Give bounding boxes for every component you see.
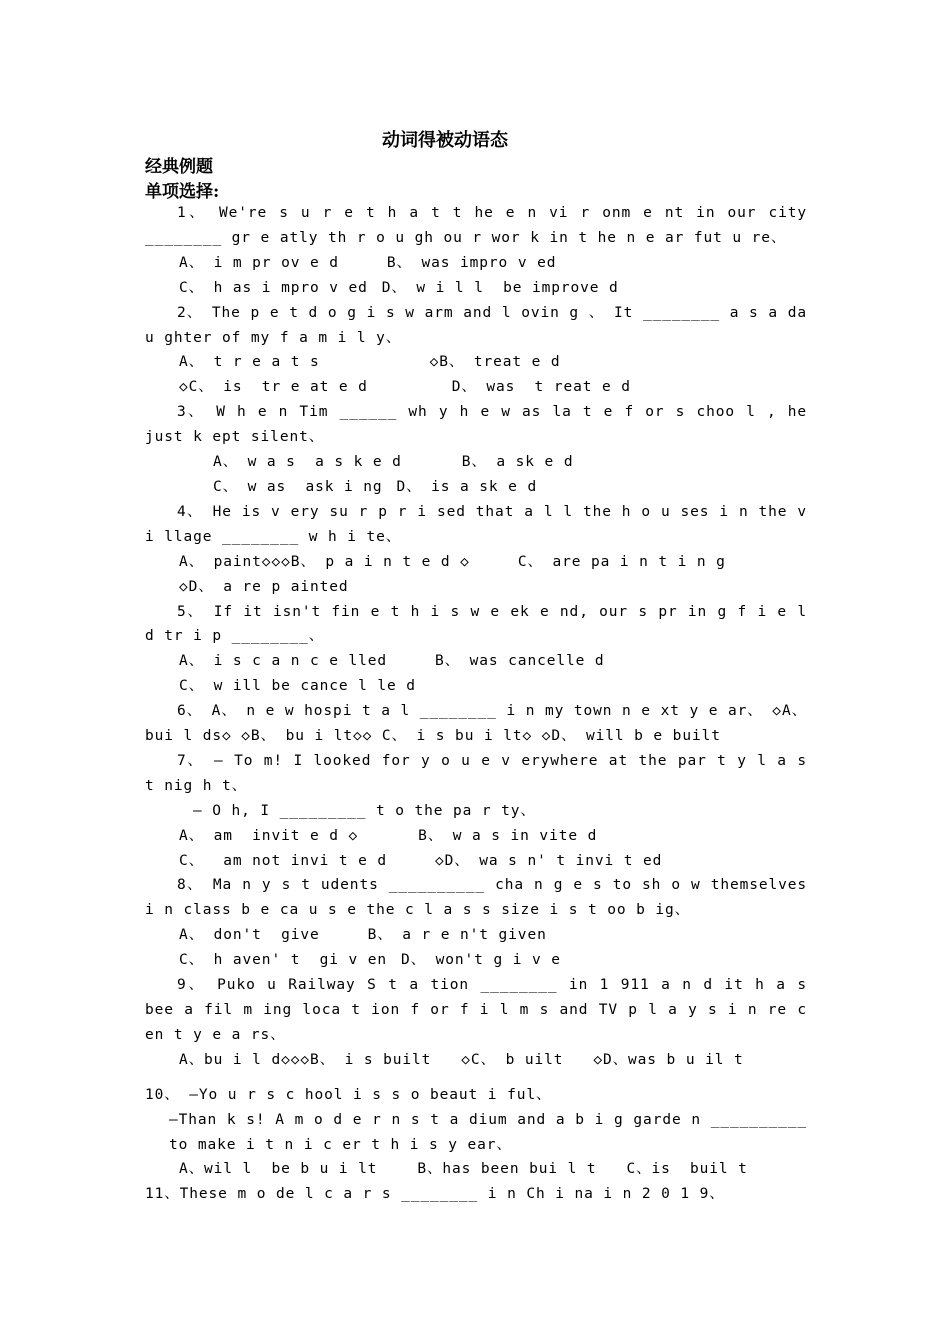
option-c: C、 am not invi t e d: [179, 852, 387, 869]
question-list: [145, 201, 807, 1207]
dialogue-answer: —Than k s! A m o d e r n s t a dium and a b i g garde n __________ to make i t n i c er t h i s y ear、: [169, 1111, 807, 1153]
option-b: B、 was impro v ed: [386, 254, 557, 271]
option-a: A、 paint◇◇◇B、 p a i n t e d ◇: [179, 553, 470, 570]
option-row: [145, 251, 807, 301]
option-row: [145, 824, 807, 874]
option-c: C、 w as ask i ng: [213, 478, 383, 495]
question-stem: 2、 The p e t d o g i s w arm and l ovin g 、 It ________ a s a da u ghter of my f a m i l y、: [145, 304, 807, 346]
option-c: C、is buil t: [626, 1161, 748, 1178]
option-c: ◇C、 is tr e at e d: [179, 379, 368, 396]
option-a: A、 don't give: [179, 927, 320, 944]
question-stem: 6、 A、 n e w hospi t a l ________ i n my town n e xt y e ar、 ◇A、 bui l ds◇ ◇B、 bu i lt◇◇ C、 i s bu i lt◇ ◇D、 will b e built: [145, 703, 807, 745]
option-a: A、 i s c a n c e lled: [179, 653, 387, 670]
question-stem: 4、 He is v ery su r p r i sed that a l l the h o u ses i n the v i llage ________ w h i te、: [145, 503, 807, 545]
option-c: C、 are pa i n t i n g: [517, 553, 726, 570]
option-c: C、 h as i mpro v ed: [179, 279, 368, 296]
option-row: [145, 923, 807, 973]
option-row: [145, 450, 807, 500]
option-a: A、wil l be b u i lt: [179, 1161, 378, 1178]
option-a: A、bu i l d◇◇◇B、 i s built: [179, 1051, 432, 1068]
option-row: [145, 1048, 807, 1073]
option-b: B、 a r e n't given: [367, 927, 547, 944]
option-row: [145, 1157, 807, 1182]
question-stem: 11、These m o de l c a r s ________ i n Ch i na i n 2 0 1 9、: [145, 1186, 725, 1203]
option-a: A、 am invit e d ◇: [179, 827, 359, 844]
option-b: B、has been bui l t: [417, 1161, 597, 1178]
question-stem: 9、 Puko u Railway S t a tion ________ in 1 911 a n d it h a s bee a fil m ing loca t ion f or f i l m s and TV p l a y s i n re c en t y e a rs、: [145, 977, 807, 1043]
option-a: A、 i m pr ov e d: [179, 254, 339, 271]
document-title: 动词得被动语态: [382, 130, 508, 151]
option-row: [145, 350, 807, 400]
option-b: B、 was cancelle d: [435, 653, 605, 670]
question-stem: 7、 — To m! I looked for y o u e v erywhere at the par t y l a s t nig h t、: [145, 752, 807, 794]
option-d: D、 is a sk e d: [396, 478, 538, 495]
spacer: [145, 1073, 807, 1083]
question-stem: 8、 Ma n y s t udents __________ cha n g e s to sh o w themselves i n class b e ca u s e the c l a s s size i s t oo b ig、: [145, 877, 807, 919]
subsection-heading: 单项选择:: [145, 182, 220, 202]
option-c: ◇C、 b uilt: [461, 1051, 564, 1068]
option-d: ◇D、 a re p ainted: [179, 578, 349, 595]
dialogue-answer: — O h, I _________ t o the pa r ty、: [193, 802, 536, 819]
option-c: C、 h aven' t gi v en: [179, 952, 387, 969]
option-b: B、 a sk e d: [461, 454, 574, 471]
option-d: D、 won't g i v e: [401, 952, 561, 969]
option-d: D、 w i l l be improve d: [381, 279, 619, 296]
option-a: A、 w a s a s k e d: [213, 454, 402, 471]
question-stem: 5、 If it isn't fin e t h i s w e ek e nd, our s pr in g f i e l d tr i p ________、: [145, 603, 807, 645]
option-a: A、 t r e a t s: [179, 354, 320, 371]
option-b: ◇B、 treat e d: [429, 354, 561, 371]
option-c: C、 w ill be cance l le d: [179, 678, 416, 695]
question-stem: 1、 We're s u r e t h a t t he e n vi r onm e nt in our city ________ gr e atly th r o u gh ou r wor k in t he n e ar fut u re、: [145, 205, 807, 246]
section-heading: 经典例题: [145, 157, 213, 177]
option-d: D、 was t reat e d: [451, 379, 631, 396]
option-d: ◇D、 wa s n' t invi t ed: [435, 852, 663, 869]
option-row: [145, 550, 807, 600]
option-row: [145, 649, 807, 699]
option-b: B、 w a s in vite d: [418, 827, 598, 844]
question-stem: 3、 W h e n Tim ______ wh y h e w as la t e f or s choo l , he just k ept silent、: [145, 404, 807, 446]
option-d: ◇D、was b u il t: [593, 1051, 744, 1068]
question-stem: 10、 —Yo u r s c hool i s s o beaut i ful、: [145, 1086, 552, 1103]
